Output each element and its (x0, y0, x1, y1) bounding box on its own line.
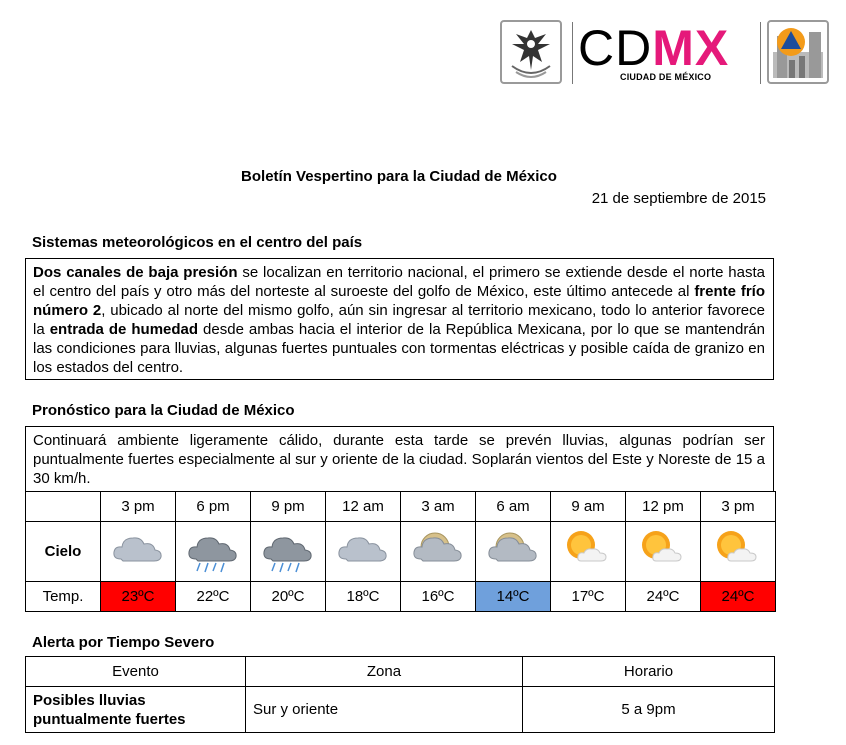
sistemas-bold-phrase: frente frío número 2 (33, 283, 765, 319)
forecast-sky-row (26, 522, 776, 582)
sistemas-text-run: se localizan en territorio nacional, el primero se extiende desde el norte hasta el centro del país y otro más del norteste al suroeste del golfo de México, este último antecede al (33, 264, 765, 300)
sistemas-box (25, 258, 774, 380)
hour-cell: 3 am (401, 492, 476, 522)
brand-mx: MX (652, 20, 730, 76)
sun-cloud-icon (557, 562, 619, 579)
sky-cell (476, 522, 551, 582)
sun-cloud-icon (707, 562, 769, 579)
section-heading-alerta: Alerta por Tiempo Severo (32, 634, 215, 651)
sky-cell (326, 522, 401, 582)
hour-cell: 6 am (476, 492, 551, 522)
sistemas-bold-phrase: Dos canales de baja presión (33, 264, 238, 281)
hour-cell: 3 pm (101, 492, 176, 522)
temp-cell: 20ºC (251, 582, 326, 612)
alert-zona: Sur y oriente (246, 687, 523, 733)
sun-cloud-icon (632, 562, 694, 579)
sistemas-text-run: , ubicado al norte del mismo golfo, aún sin ingresar al territorio mexicano, todo lo anterior favorece la (33, 302, 765, 338)
alert-row (26, 687, 775, 733)
angel-independencia-emblem-icon (502, 22, 560, 82)
sky-cell (626, 522, 701, 582)
sistemas-text-run: desde ambas hacia el interior de la República Mexicana, por lo que se mantendrán las condiciones para lluvias, algunas fuertes puntuales con tormentas eléctricas y posible caída de granizo en los estados del centro. (33, 321, 765, 376)
temp-cell: 18ºC (326, 582, 401, 612)
temp-cell: 17ºC (551, 582, 626, 612)
bulletin-title: Boletín Vespertino para la Ciudad de México (241, 168, 557, 185)
temp-cell: 16ºC (401, 582, 476, 612)
proteccion-civil-emblem-icon (769, 22, 827, 82)
section-heading-sistemas: Sistemas meteorológicos en el centro del país (32, 234, 363, 251)
col-evento: Evento (26, 657, 246, 687)
temp-cell: 14ºC (476, 582, 551, 612)
brand-cd: CD (578, 20, 653, 76)
pronostico-box (25, 426, 774, 492)
alert-header-row (26, 657, 775, 687)
forecast-table (25, 491, 776, 612)
temp-cell: 24ºC (626, 582, 701, 612)
col-horario: Horario (523, 657, 775, 687)
pronostico-text: Continuará ambiente ligeramente cálido, durante esta tarde se prevén lluvias, algunas podrían ser puntualmente fuertes especialmente al sur y oriente de la ciudad. Soplarán vientos del Este y Noreste de 15 a 30 km/h. (33, 432, 765, 487)
left-logo (500, 20, 562, 84)
hour-cell: 12 am (326, 492, 401, 522)
logo-divider (572, 22, 573, 84)
cloudy-icon (107, 562, 169, 579)
sistemas-text (33, 263, 765, 377)
corner-cell (26, 492, 101, 522)
hour-cell: 9 am (551, 492, 626, 522)
section-heading-pronostico: Pronóstico para la Ciudad de México (32, 402, 295, 419)
sky-cell (551, 522, 626, 582)
temp-cell: 23ºC (101, 582, 176, 612)
temp-label: Temp. (26, 582, 101, 612)
forecast-hours-row (26, 492, 776, 522)
hour-cell: 9 pm (251, 492, 326, 522)
alert-evento: Posibles lluvias puntualmente fuertes (26, 687, 246, 733)
sky-cell (101, 522, 176, 582)
cloudy-icon (332, 562, 394, 579)
bulletin-date: 21 de septiembre de 2015 (591, 190, 766, 207)
moon-cloud-icon (482, 562, 544, 579)
brand-subtitle: CIUDAD DE MÉXICO (620, 72, 712, 82)
moon-cloud-icon (407, 562, 469, 579)
sky-cell (401, 522, 476, 582)
alert-table (25, 656, 775, 733)
temp-cell: 22ºC (176, 582, 251, 612)
temp-cell: 24ºC (701, 582, 776, 612)
sky-cell (251, 522, 326, 582)
sky-cell (176, 522, 251, 582)
forecast-temp-row (26, 582, 776, 612)
col-zona: Zona (246, 657, 523, 687)
cdmx-logo (578, 18, 754, 84)
sistemas-bold-phrase: entrada de humedad (49, 321, 199, 338)
hour-cell: 3 pm (701, 492, 776, 522)
hour-cell: 12 pm (626, 492, 701, 522)
sky-label: Cielo (26, 522, 101, 582)
alert-horario: 5 a 9pm (523, 687, 775, 733)
sky-cell (701, 522, 776, 582)
hour-cell: 6 pm (176, 492, 251, 522)
rain-cloud-icon (257, 562, 319, 579)
logo-divider (760, 22, 761, 84)
right-logo (767, 20, 829, 84)
rain-cloud-icon (182, 562, 244, 579)
